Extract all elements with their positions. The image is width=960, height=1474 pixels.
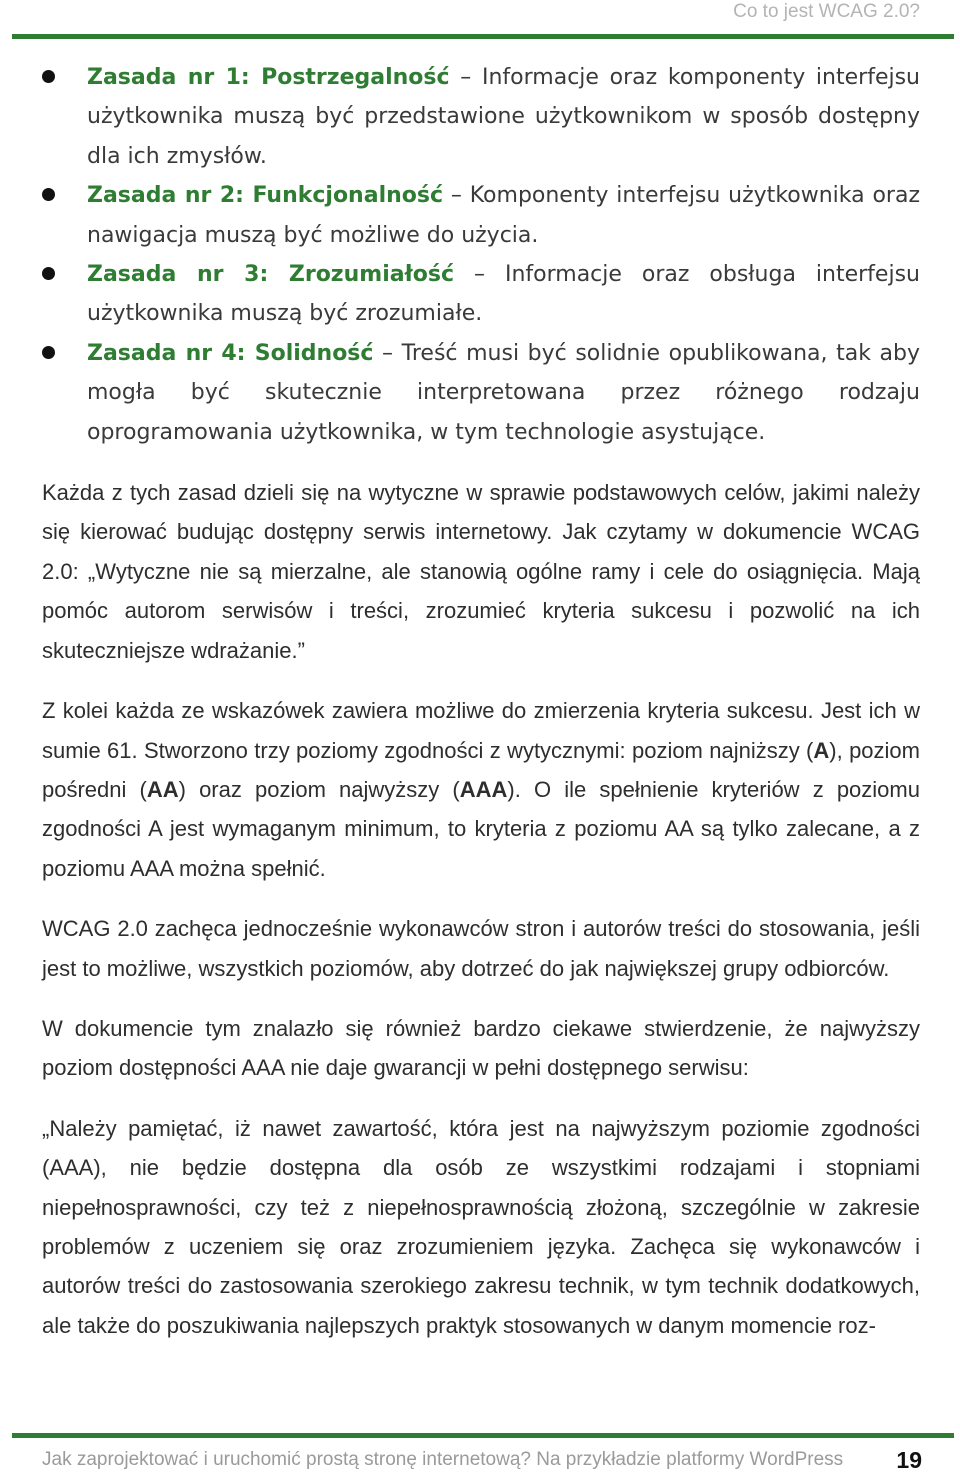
header-rule <box>12 34 954 39</box>
level-aaa: AAA <box>459 776 508 802</box>
principle-term: Zasada nr 4: Solidność <box>87 340 374 366</box>
spacer <box>42 988 920 1009</box>
principle-description: – Informacje oraz obsługa interfejsu użytkownika muszą być zrozumiałe. <box>87 262 920 327</box>
paragraph-encouragement: WCAG 2.0 zachęca jednocześnie wykonawców stron i autorów treści do stosowania, jeśli jest to możliwe, wszystkich poziomów, aby dotrzeć do jak największej grupy odbiorców. <box>42 916 920 981</box>
paragraph-text: Z kolei każda ze wskazówek zawiera możliwe do zmierzenia kryteria sukcesu. Jest ich w sumie 61. Stworzono trzy poziomy zgodności z wytycznymi: poziom najniższy ( <box>42 698 920 763</box>
bullet-dot-icon <box>42 346 55 359</box>
principle-item <box>42 176 920 255</box>
paragraph-text: ), poziom pośredni ( <box>42 737 920 802</box>
principle-term: Zasada nr 2: Funkcjonalność <box>87 183 444 209</box>
bullet-dot-icon <box>42 267 55 280</box>
footer-rule <box>12 1433 954 1438</box>
page-number: 19 <box>896 1447 922 1473</box>
level-aa: AA <box>146 776 179 802</box>
spacer <box>42 452 920 473</box>
bullet-dot-icon <box>42 70 55 83</box>
principle-description: – Informacje oraz komponenty interfejsu użytkownika muszą być przedstawione użytkownikom w sposób dostępny dla ich zmysłów. <box>87 65 920 169</box>
bullet-dot-icon <box>42 188 55 201</box>
spacer <box>42 1088 920 1109</box>
paragraph-text: ). O ile spełnienie kryteriów z poziomu zgodności A jest wymaganym minimum, to kryteria z poziomu AA są tylko zalecane, a z poziomu AAA można spełnić. <box>42 776 920 881</box>
principle-description: – Komponenty interfejsu użytkownika oraz nawigacja muszą być możliwe do użycia. <box>87 183 920 248</box>
paragraph-statement-intro: W dokumencie tym znalazło się również bardzo ciekawe stwierdzenie, że najwyższy poziom dostępności AAA nie daje gwarancji w pełni dostępnego serwisu: <box>42 1015 920 1081</box>
principles-list <box>42 58 920 452</box>
level-a: A <box>813 737 830 763</box>
running-header-title: Co to jest WCAG 2.0? <box>733 1 920 22</box>
paragraph-success-criteria <box>42 691 920 888</box>
principle-item <box>42 58 920 176</box>
paragraph-quote: „Należy pamiętać, iż nawet zawartość, która jest na najwyższym poziomie zgodności (AAA), nie będzie dostępna dla osób ze wszystkimi rodzajami i stopniami niepełnosprawności, czy też z niepełnosprawnością złożoną, szczególnie w zakresie problemów z uczeniem się oraz zrozumieniem języka. Zachęca się wykonawców i autorów treści do zastosowania szerokiego zakresu technik, w tym technik dodatkowych, ale także do poszukiwania najlepszych praktyk stosowanych w danym momencie roz- <box>42 1115 920 1338</box>
principle-description: – Treść musi być solidnie opublikowana, tak aby mogła być skutecznie interpretowana przez różnego rodzaju oprogramowania użytkownika, w tym technologie asystujące. <box>87 340 920 445</box>
spacer <box>42 888 920 909</box>
principle-term: Zasada nr 3: Zrozumiałość <box>87 262 454 288</box>
paragraph-guidelines: Każda z tych zasad dzieli się na wytyczne w sprawie podstawowych celów, jakimi należy się kierować budując dostępny serwis internetowy. Jak czytamy w dokumencie WCAG 2.0: „Wytyczne nie są mierzalne, ale stanowią ogólne ramy i cele do osiągnięcia. Mają pomóc autorom serwisów i treści, zrozumieć kryteria sukcesu i pozwolić na ich skuteczniejsze wdrażanie.” <box>42 480 920 663</box>
principle-item <box>42 255 920 334</box>
principle-term: Zasada nr 1: Postrzegalność <box>87 65 450 90</box>
page-content <box>42 58 920 1345</box>
principle-item <box>42 334 920 452</box>
running-footer-title: Jak zaprojektować i uruchomić prostą stronę internetową? Na przykładzie platformy WordPress <box>42 1449 844 1470</box>
paragraph-text: ) oraz poziom najwyższy ( <box>178 776 460 802</box>
spacer <box>42 670 920 691</box>
